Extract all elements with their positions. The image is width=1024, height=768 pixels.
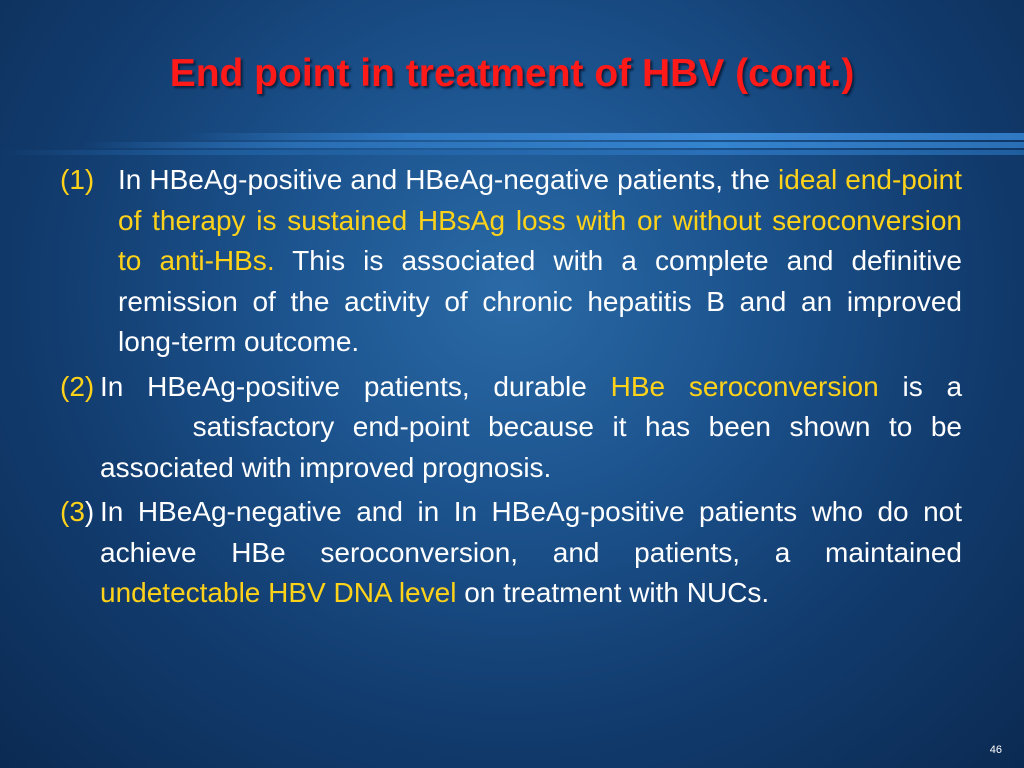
divider-stripe (0, 150, 1024, 155)
divider-stripe (0, 133, 1024, 140)
item-text-part: on treatment with NUCs. (456, 577, 770, 608)
item-text (100, 492, 962, 614)
item-number-close: ) (84, 496, 95, 527)
item-number-close: ) (84, 370, 95, 402)
item-number (60, 492, 100, 614)
item-text-part: In HBeAg-positive patients, durable (100, 370, 611, 402)
item-number-close: ) (84, 164, 95, 195)
bullet-list (60, 160, 962, 618)
item-number-open: (2 (60, 370, 85, 402)
highlighted-text: HBe seroconversion (610, 370, 879, 402)
highlighted-text: . (266, 245, 275, 276)
divider-stripe (0, 142, 1024, 148)
page-number: 46 (989, 744, 1002, 756)
list-item-3 (60, 492, 962, 614)
item-number (60, 367, 100, 489)
highlighted-text: ideal end-point of therapy is sustained HBsAg loss with or without seroconversion to anti-HBs (118, 164, 962, 276)
list-item-2 (60, 367, 962, 489)
list-item-1 (60, 160, 962, 363)
item-number-open: (1 (60, 164, 85, 195)
item-text-part: This is associated with a complete and definitive remission of the activity of chronic hepatitis B and an improved long-term outcome. (118, 245, 962, 357)
title-divider (0, 133, 1024, 159)
highlighted-text: undetectable HBV DNA level (100, 577, 457, 608)
item-number-open: (3 (60, 496, 85, 527)
item-number (60, 160, 118, 363)
slide-title: End point in treatment of HBV (cont.) (169, 52, 855, 95)
item-text (100, 367, 962, 489)
item-text-part: In HBeAg-positive and HBeAg-negative patients, the (118, 164, 779, 195)
item-text-part: is a satisfactory end-point because it has been shown to be associated with improved prognosis. (100, 370, 963, 483)
item-text-part: In HBeAg-negative and in In HBeAg-positive patients who do not achieve HBe seroconversion, and patients, a maintained (100, 496, 962, 568)
item-text (118, 160, 962, 363)
